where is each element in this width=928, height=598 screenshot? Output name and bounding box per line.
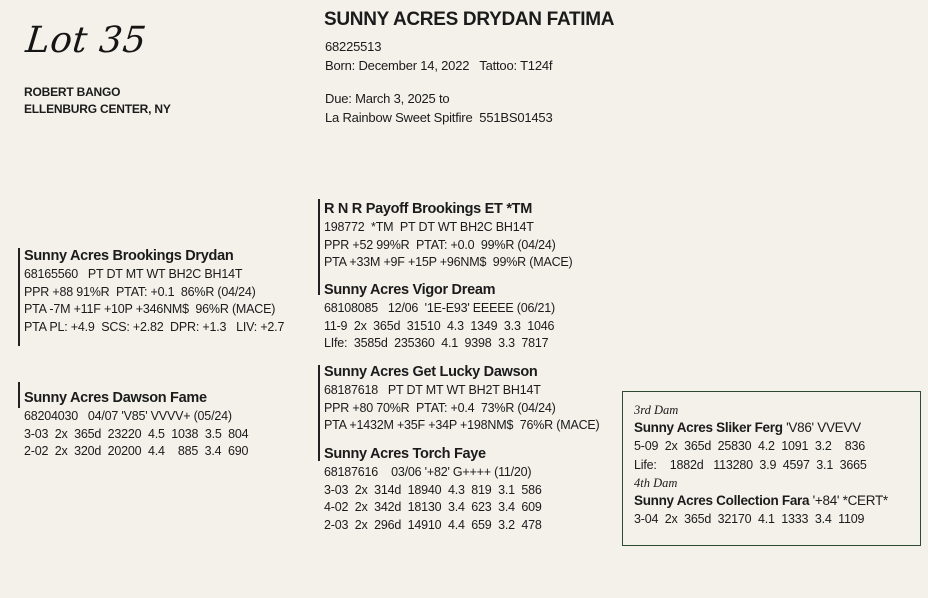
due-date: Due: March 3, 2025 to: [325, 91, 450, 106]
fourth-dam-line: 3-04 2x 365d 32170 4.1 1333 3.4 1109: [634, 512, 865, 526]
sire-line: PTA PL: +4.9 SCS: +2.82 DPR: +1.3 LIV: +2.7: [24, 319, 285, 334]
dam-bracket: [18, 382, 20, 408]
sires-sire-block: [324, 200, 573, 272]
service-sire: La Rainbow Sweet Spitfire 551BS01453: [325, 110, 553, 125]
third-dam-label: 3rd Dam: [634, 403, 679, 417]
dams-sire-block: [324, 363, 600, 435]
sires-dam-line: 68108085 12/06 '1E-E93' EEEEE (06/21): [324, 301, 555, 315]
sire-bracket: [18, 248, 20, 346]
sires-dam-name: Sunny Acres Vigor Dream: [324, 282, 496, 298]
dams-sire-line: PPR +80 70%R PTAT: +0.4 73%R (04/24): [324, 400, 556, 415]
dams-sire-line: PTA +1432M +35F +34P +198NM$ 76%R (MACE): [324, 418, 600, 432]
dams-dam-line: 68187616 03/06 '+82' G++++ (11/20): [324, 465, 532, 479]
sire-line: PPR +88 91%R PTAT: +0.1 86%R (04/24): [24, 284, 256, 299]
consignor-name: ROBERT BANGO: [24, 85, 121, 99]
sires-sire-line: PPR +52 99%R PTAT: +0.0 99%R (04/24): [324, 237, 556, 252]
fourth-dam-label: 4th Dam: [634, 476, 678, 490]
dam-line: 2-02 2x 320d 20200 4.4 885 3.4 690: [24, 444, 249, 458]
sire-line: PTA -7M +11F +10P +346NM$ 96%R (MACE): [24, 302, 276, 316]
consignor-location: ELLENBURG CENTER, NY: [24, 102, 171, 116]
dams-dam-line: 4-02 2x 342d 18130 3.4 623 3.4 609: [324, 500, 542, 514]
dam-line: 3-03 2x 365d 23220 4.5 1038 3.5 804: [24, 426, 249, 441]
third-dam-line: 5-09 2x 365d 25830 4.2 1091 3.2 836: [634, 439, 865, 453]
consignor: [24, 84, 171, 118]
dams-sire-line: 68187618 PT DT MT WT BH2T BH14T: [324, 383, 541, 397]
dams-dam-line: 2-03 2x 296d 14910 4.4 659 3.2 478: [324, 517, 542, 532]
third-dam-line: Life: 1882d 113280 3.9 4597 3.1 3665: [634, 458, 867, 472]
sire-line: 68165560 PT DT MT WT BH2C BH14T: [24, 267, 243, 281]
third-dam-name: [634, 418, 920, 437]
dams-sire-name: Sunny Acres Get Lucky Dawson: [324, 364, 538, 380]
ds-bracket: [318, 365, 320, 461]
animal-born-tattoo: Born: December 14, 2022 Tattoo: T124f: [325, 58, 553, 73]
fourth-dam-name-main: Sunny Acres Collection Fara: [634, 493, 810, 508]
sire-block: [24, 247, 284, 336]
sires-dam-line: LIfe: 3585d 235360 4.1 9398 3.3 7817: [324, 336, 549, 350]
third-dam-name-main: Sunny Acres Sliker Ferg: [634, 420, 783, 435]
dam-name: Sunny Acres Dawson Fame: [24, 390, 207, 406]
dams-dam-name: Sunny Acres Torch Faye: [324, 446, 486, 462]
third-dam-score: 'V86' VVEVV: [782, 420, 861, 435]
dams-dam-block: [324, 445, 542, 534]
due-info: [325, 89, 552, 127]
sires-sire-line: PTA +33M +9F +15P +96NM$ 99%R (MACE): [324, 255, 573, 269]
sires-dam-block: [324, 281, 555, 353]
sires-dam-line: 11-9 2x 365d 31510 4.3 1349 3.3 1046: [324, 318, 555, 333]
extended-dams-box: [622, 391, 921, 546]
dam-block: [24, 389, 248, 461]
lot-number: Lot 35: [23, 20, 149, 61]
sire-name: Sunny Acres Brookings Drydan: [24, 248, 234, 264]
dam-line: 68204030 04/07 'V85' VVVV+ (05/24): [24, 409, 232, 423]
animal-details: [325, 37, 552, 75]
animal-reg: 68225513: [325, 39, 382, 54]
sires-sire-name: R N R Payoff Brookings ET *TM: [324, 201, 533, 217]
fourth-dam-name: [634, 491, 920, 510]
fourth-dam-score: '+84' *CERT*: [809, 493, 888, 508]
ss-bracket: [318, 199, 320, 295]
dams-dam-line: 3-03 2x 314d 18940 4.3 819 3.1 586: [324, 482, 542, 497]
animal-name: SUNNY ACRES DRYDAN FATIMA: [324, 9, 615, 30]
sires-sire-line: 198772 *TM PT DT WT BH2C BH14T: [324, 220, 534, 234]
